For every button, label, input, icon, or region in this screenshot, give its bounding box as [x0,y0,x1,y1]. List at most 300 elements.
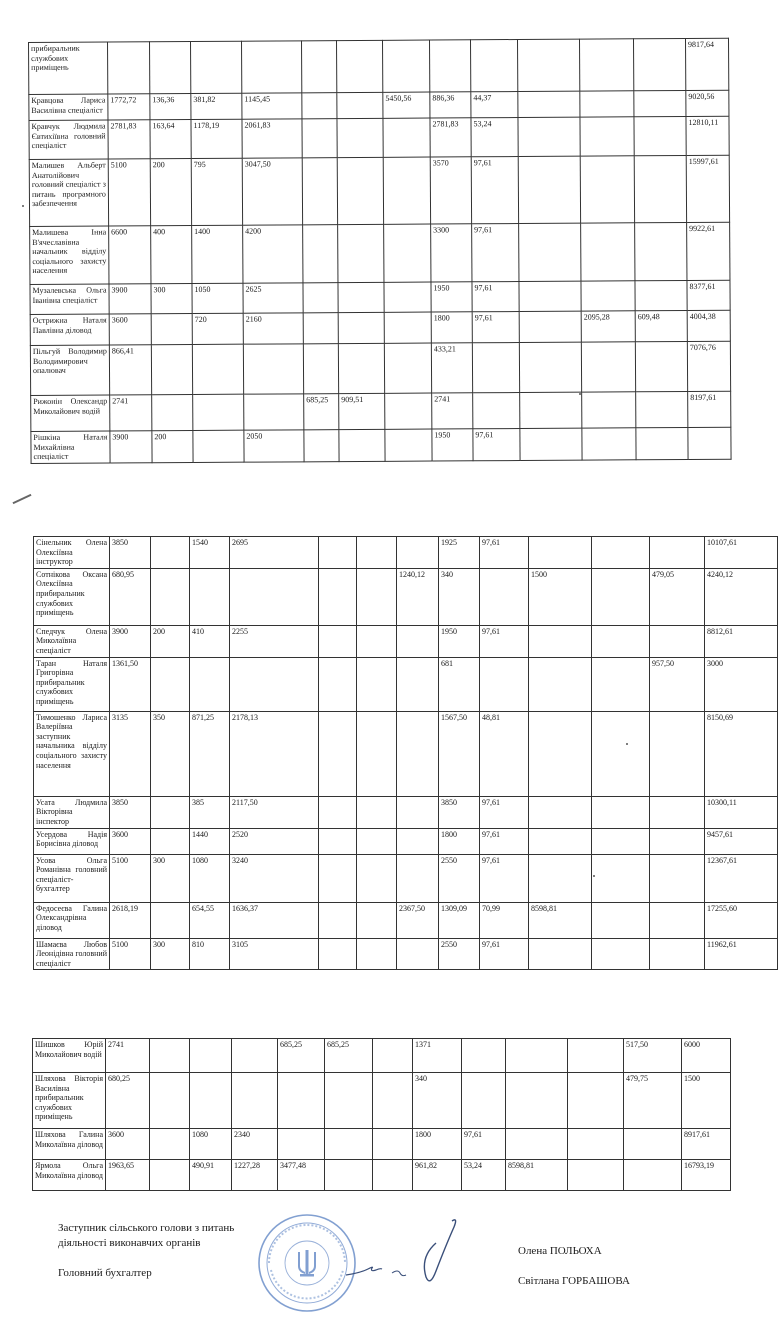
amount-cell: 3000 [705,657,778,711]
amount-cell [151,828,190,854]
amount-cell [529,625,592,657]
amount-cell [382,40,429,92]
amount-cell: 97,61 [480,854,529,902]
amount-cell [241,41,301,93]
amount-cell [581,342,635,392]
amount-cell [357,625,397,657]
amount-cell [650,902,705,938]
amount-cell [357,711,397,796]
amount-cell [635,222,687,280]
amount-cell: 1080 [190,854,230,902]
amount-cell: 886,36 [430,92,471,118]
amount-cell: 400 [151,226,192,284]
table-row [34,828,778,854]
amount-cell: 1371 [413,1039,462,1073]
amount-cell [319,537,357,569]
amount-cell: 3477,48 [278,1160,325,1191]
amount-cell [580,117,634,156]
table-row [33,1073,731,1129]
amount-cell [529,657,592,711]
amount-cell: 3600 [110,828,151,854]
amount-cell: 1950 [431,282,472,312]
amount-cell [580,91,634,117]
amount-cell [190,1039,232,1073]
amount-cell [650,537,705,569]
amount-cell [302,93,337,119]
amount-cell [278,1129,325,1160]
amount-cell [230,568,319,625]
employee-name-cell: Шамаєва Любов Леонідівна головний спеціаліст [34,938,110,970]
amount-cell [385,429,432,461]
amount-cell [580,156,634,223]
payroll-table-2 [33,536,778,970]
amount-cell [357,657,397,711]
amount-cell [633,38,685,90]
amount-cell [635,280,687,310]
amount-cell: 1950 [439,625,480,657]
employee-name-cell: Малишев Альберт Анатолійович головний спеціаліст з питань програмного забезпечення [29,159,108,226]
amount-cell: 2050 [244,430,304,462]
amount-cell [232,1039,278,1073]
amount-cell [592,796,650,828]
amount-cell: 8812,61 [705,625,778,657]
amount-cell [357,938,397,970]
payroll-table-3 [32,1038,731,1191]
amount-cell [303,344,338,394]
amount-cell [190,1073,232,1129]
amount-cell: 2741 [432,393,473,429]
deputy-head-name: Олена ПОЛЬОХА [518,1245,602,1257]
amount-cell: 97,61 [480,537,529,569]
amount-cell [336,40,382,92]
amount-cell [244,394,304,430]
amount-cell: 3135 [110,711,151,796]
amount-cell: 48,81 [480,711,529,796]
amount-cell: 8917,61 [682,1129,731,1160]
amount-cell [519,342,581,392]
amount-cell [357,902,397,938]
amount-cell [397,537,439,569]
amount-cell: 5100 [110,938,151,970]
amount-cell [193,394,244,430]
amount-cell [325,1129,373,1160]
amount-cell: 3600 [106,1129,150,1160]
amount-cell [193,430,244,462]
amount-cell: 5100 [110,854,151,902]
amount-cell: 1361,50 [110,657,151,711]
amount-cell [634,155,686,222]
amount-cell: 1309,09 [439,902,480,938]
amount-cell: 2255 [230,625,319,657]
amount-cell [397,854,439,902]
amount-cell [319,711,357,796]
amount-cell [357,537,397,569]
amount-cell [243,344,303,394]
amount-cell: 3570 [430,157,471,224]
amount-cell [568,1129,624,1160]
amount-cell: 479,75 [624,1073,682,1129]
amount-cell [357,796,397,828]
amount-cell [152,395,193,431]
page-fold-mark [13,494,32,504]
amount-cell: 97,61 [473,429,520,461]
amount-cell [529,711,592,796]
amount-cell: 97,61 [480,796,529,828]
payroll-sheet-1 [28,38,730,462]
amount-cell: 5100 [108,159,150,226]
amount-cell: 2061,83 [242,119,302,158]
amount-cell [592,938,650,970]
amount-cell: 871,25 [190,711,230,796]
amount-cell: 1178,19 [191,119,242,158]
amount-cell [150,1039,190,1073]
amount-cell: 10107,61 [705,537,778,569]
amount-cell [319,938,357,970]
amount-cell: 1440 [190,828,230,854]
table-row [34,625,778,657]
amount-cell: 9817,64 [685,38,728,90]
amount-cell [384,282,431,312]
amount-cell: 479,05 [650,568,705,625]
amount-cell: 70,99 [480,902,529,938]
employee-name-cell: Рішкіна Наталя Михайлівна спеціаліст [31,431,110,463]
amount-cell [518,156,580,223]
employee-name-cell: Ярмола Ольга Миколаївна діловод [33,1160,106,1191]
amount-cell: 3900 [109,284,151,314]
amount-cell [688,427,731,459]
amount-cell [517,39,579,91]
amount-cell [325,1073,373,1129]
amount-cell [636,391,688,427]
amount-cell [480,568,529,625]
amount-cell: 1950 [432,429,473,461]
employee-name-cell: Кравцова Лариса Василівна спеціаліст [29,94,108,120]
amount-cell [303,225,338,283]
amount-cell: 3900 [110,625,151,657]
amount-cell: 3600 [109,314,151,345]
amount-cell [385,393,432,429]
employee-name-cell: Музалевська Ольга Іванівна спеціаліст [30,284,109,314]
amount-cell: 2095,28 [581,311,635,342]
amount-cell: 2550 [439,938,480,970]
amount-cell [592,828,650,854]
amount-cell [636,427,688,459]
amount-cell: 1800 [413,1129,462,1160]
amount-cell [151,902,190,938]
amount-cell [150,1160,190,1191]
amount-cell [579,39,633,91]
amount-cell [462,1039,506,1073]
amount-cell: 1400 [192,225,243,283]
amount-cell: 2340 [232,1129,278,1160]
signature-icon [340,1215,490,1290]
table-row [34,938,778,970]
amount-cell [151,314,192,345]
payroll-table-1 [28,38,732,464]
amount-cell [650,796,705,828]
amount-cell: 97,61 [472,282,519,312]
employee-name-cell: Сінельник Олена Олексіївна інструктор [34,537,110,569]
amount-cell: 1145,45 [242,93,302,119]
amount-cell [592,568,650,625]
amount-cell [373,1039,413,1073]
table-row [31,427,731,463]
amount-cell: 810 [190,938,230,970]
table-row [29,38,729,94]
amount-cell: 685,25 [325,1039,373,1073]
amount-cell [319,902,357,938]
chief-accountant-name: Світлана ГОРБАШОВА [518,1275,630,1287]
chief-accountant-title: Головний бухгалтер [58,1267,152,1279]
amount-cell: 3850 [110,537,151,569]
amount-cell: 2625 [243,283,303,313]
employee-name-cell: Шишков Юрій Миколайович водій [33,1039,106,1073]
amount-cell [518,117,580,156]
table-row [34,854,778,902]
amount-cell [319,796,357,828]
amount-cell: 517,50 [624,1039,682,1073]
amount-cell: 12367,61 [705,854,778,902]
amount-cell: 3240 [230,854,319,902]
amount-cell [319,828,357,854]
amount-cell [568,1039,624,1073]
employee-name-cell: Сотнікова Оксана Олексіївна прибиральник службових приміщень [34,568,110,625]
amount-cell [635,341,687,391]
amount-cell [150,1129,190,1160]
table-row [30,310,730,345]
amount-cell [339,429,385,461]
amount-cell [383,157,430,224]
amount-cell: 12810,11 [686,116,729,155]
amount-cell: 8377,61 [687,280,730,310]
amount-cell: 1500 [529,568,592,625]
amount-cell [568,1160,624,1191]
amount-cell: 15997,61 [686,155,729,222]
employee-name-cell: Шляхова Вікторія Василівна прибиральник службових приміщень [33,1073,106,1129]
amount-cell: 1240,12 [397,568,439,625]
amount-cell [520,428,582,460]
amount-cell [192,344,243,394]
amount-cell [634,116,686,155]
amount-cell [519,223,581,281]
amount-cell: 6000 [682,1039,731,1073]
amount-cell: 44,37 [471,92,518,118]
amount-cell: 2741 [110,395,152,431]
amount-cell [634,90,686,116]
amount-cell: 17255,60 [705,902,778,938]
amount-cell: 4240,12 [705,568,778,625]
amount-cell: 795 [191,158,242,225]
table-row [34,657,778,711]
amount-cell: 2781,83 [430,118,471,157]
amount-cell: 3047,50 [242,158,302,225]
amount-cell [357,828,397,854]
amount-cell: 200 [150,159,191,226]
employee-name-cell: Спедчук Олена Миколаївна спеціаліст [34,625,110,657]
amount-cell: 3900 [110,431,152,463]
amount-cell [232,1073,278,1129]
amount-cell [506,1129,568,1160]
scan-speck [593,875,595,877]
amount-cell: 4004,38 [687,310,730,341]
employee-name-cell: Рижонін Олександр Миколайович водій [31,395,110,431]
amount-cell [337,157,383,224]
table-row [29,116,729,159]
amount-cell [304,430,339,462]
amount-cell [338,282,384,312]
amount-cell: 163,64 [150,120,191,159]
amount-cell: 2178,13 [230,711,319,796]
table-row [29,155,729,226]
amount-cell [582,428,636,460]
amount-cell [581,281,635,311]
amount-cell [302,158,337,225]
amount-cell: 909,51 [339,393,385,429]
amount-cell: 10300,11 [705,796,778,828]
payroll-table-1-body [29,38,732,463]
amount-cell: 200 [151,625,190,657]
amount-cell: 720 [192,313,243,344]
amount-cell [303,283,338,313]
amount-cell [529,938,592,970]
amount-cell: 97,61 [480,625,529,657]
amount-cell: 97,61 [472,224,519,282]
amount-cell [190,657,230,711]
table-row [34,537,778,569]
scan-speck [579,393,581,395]
amount-cell [650,711,705,796]
amount-cell [480,657,529,711]
amount-cell: 97,61 [462,1129,506,1160]
amount-cell [592,625,650,657]
amount-cell [529,854,592,902]
amount-cell [568,1073,624,1129]
amount-cell: 1925 [439,537,480,569]
amount-cell: 97,61 [472,312,519,343]
amount-cell [301,41,336,93]
payroll-sheet-3 [32,1038,730,1190]
amount-cell [592,537,650,569]
amount-cell: 2520 [230,828,319,854]
amount-cell: 8598,81 [506,1160,568,1191]
table-row [30,222,730,284]
amount-cell [650,854,705,902]
amount-cell: 3850 [110,796,151,828]
amount-cell: 8598,81 [529,902,592,938]
payroll-table-3-body [33,1039,731,1191]
employee-name-cell: Усата Людмила Вікторівна інспектор [34,796,110,828]
employee-name-cell: Таран Наталя Григорівна прибиральник службових приміщень [34,657,110,711]
amount-cell: 685,25 [278,1039,325,1073]
amount-cell: 2618,19 [110,902,151,938]
payroll-sheet-2 [33,536,737,968]
amount-cell [325,1160,373,1191]
amount-cell: 3105 [230,938,319,970]
amount-cell [338,312,384,343]
amount-cell: 2160 [243,313,303,344]
amount-cell [472,343,519,393]
amount-cell [397,828,439,854]
amount-cell [357,854,397,902]
amount-cell: 8150,69 [705,711,778,796]
amount-cell: 9020,56 [686,90,729,116]
amount-cell: 350 [151,711,190,796]
amount-cell: 1080 [190,1129,232,1160]
amount-cell [429,40,470,92]
amount-cell [108,42,150,94]
amount-cell [624,1129,682,1160]
employee-name-cell: Федосеєва Галина Олександрівна діловод [34,902,110,938]
amount-cell [337,92,383,118]
amount-cell [373,1073,413,1129]
amount-cell: 4200 [243,225,303,283]
amount-cell: 136,36 [150,94,191,120]
amount-cell [319,625,357,657]
amount-cell: 433,21 [431,343,472,393]
amount-cell: 2741 [106,1039,150,1073]
amount-cell: 300 [151,938,190,970]
amount-cell [462,1073,506,1129]
amount-cell [473,393,520,429]
amount-cell [506,1073,568,1129]
amount-cell: 16793,19 [682,1160,731,1191]
amount-cell [302,119,337,158]
table-row [30,280,730,314]
amount-cell: 1963,65 [106,1160,150,1191]
amount-cell [151,657,190,711]
employee-name-cell: Малишева Інна В'ячеславівна начальник відділу соціального захисту населення [30,226,109,284]
employee-name-cell: прибиральник службових приміщень [29,42,108,94]
amount-cell: 200 [152,431,193,463]
table-row [31,391,731,431]
amount-cell [357,568,397,625]
amount-cell: 654,55 [190,902,230,938]
amount-cell [581,223,635,281]
employee-name-cell: Кравчук Людмила Євтихіївна головний спеціаліст [29,120,108,159]
amount-cell: 866,41 [109,345,151,395]
amount-cell [592,657,650,711]
amount-cell [337,118,383,157]
table-row [34,902,778,938]
amount-cell [520,392,582,428]
amount-cell [592,902,650,938]
amount-cell: 2117,50 [230,796,319,828]
amount-cell: 1636,37 [230,902,319,938]
amount-cell: 961,82 [413,1160,462,1191]
amount-cell: 681 [439,657,480,711]
amount-cell [529,828,592,854]
amount-cell [506,1039,568,1073]
amount-cell [191,41,242,93]
amount-cell [624,1160,682,1191]
amount-cell: 1800 [431,312,472,343]
amount-cell [470,40,517,92]
amount-cell: 1227,28 [232,1160,278,1191]
amount-cell [319,568,357,625]
table-row [34,711,778,796]
amount-cell: 1772,72 [108,94,150,120]
amount-cell [151,345,192,395]
amount-cell [519,311,581,342]
scan-speck [22,205,24,207]
amount-cell: 340 [413,1073,462,1129]
table-row [33,1160,731,1191]
amount-cell: 2781,83 [108,120,150,159]
amount-cell [319,657,357,711]
amount-cell: 2367,50 [397,902,439,938]
amount-cell [383,118,430,157]
trident-emblem-icon [298,1250,316,1277]
